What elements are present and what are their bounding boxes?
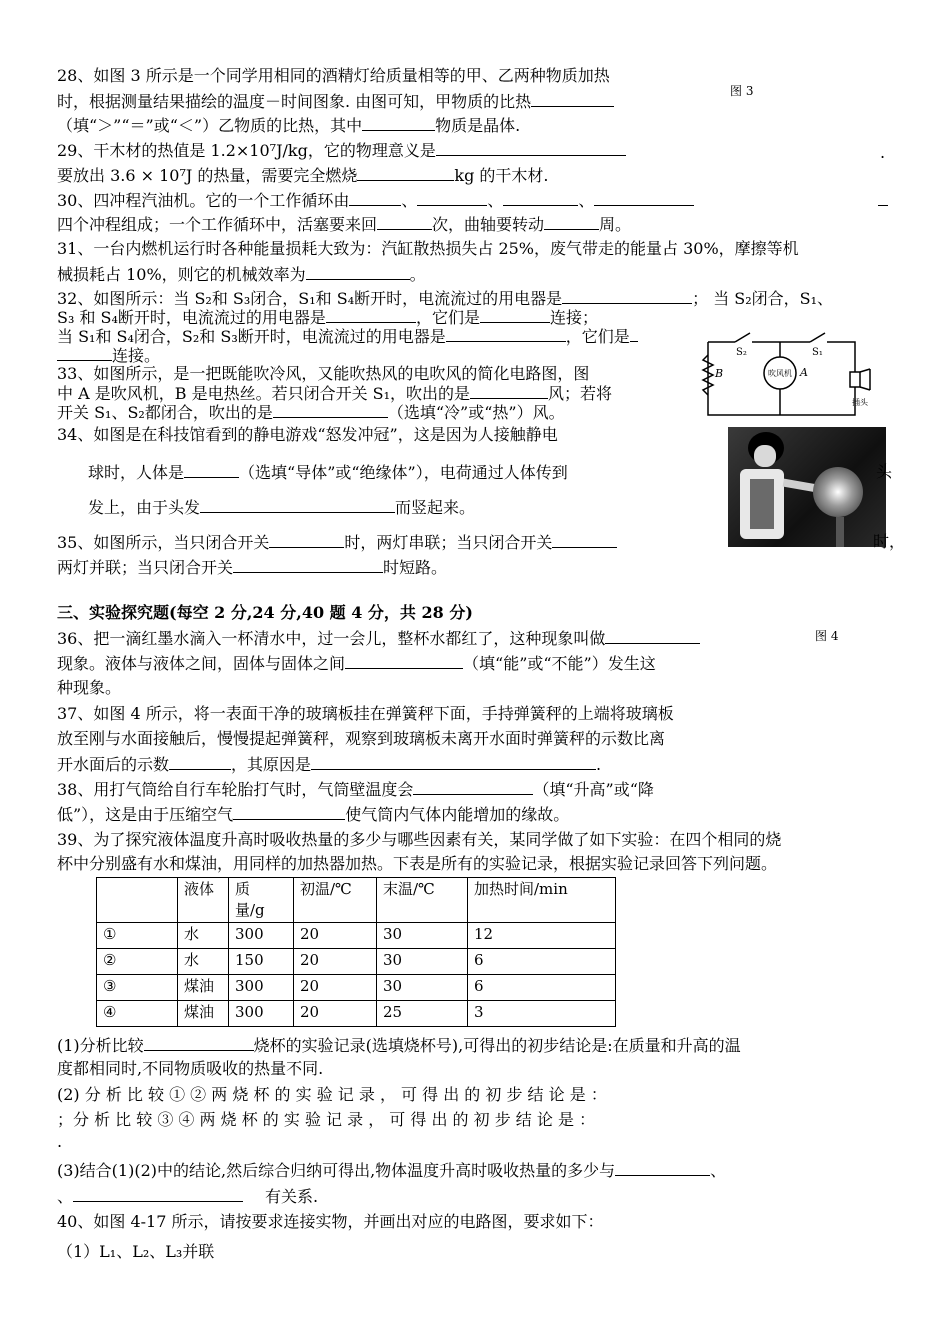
hair-dryer-circuit-diagram <box>700 327 885 422</box>
q30-blank5[interactable] <box>377 213 432 230</box>
q29-text2b: kg 的干木材. <box>454 166 549 185</box>
q33-text2a: 中 A 是吹风机，B 是电热丝。若只闭合开关 S₁，吹出的是 <box>57 384 471 403</box>
q34-text2c: 头 <box>876 462 893 481</box>
table-cell: ① <box>97 923 178 949</box>
q35-blank1[interactable] <box>269 531 344 548</box>
q28-line2 <box>57 90 614 113</box>
q28-line3 <box>57 114 520 137</box>
q36-blank1[interactable] <box>605 627 700 644</box>
q38-text1b: （填“升高”或“降 <box>533 780 654 799</box>
q31-blank1[interactable] <box>306 263 410 280</box>
q28-text3b: 物质是晶体. <box>435 116 521 135</box>
q39-line1 <box>57 829 781 851</box>
q30-line1 <box>57 189 694 212</box>
q31-line1 <box>57 238 799 260</box>
table-header-cell <box>229 878 294 923</box>
header-mass-line1: 质 <box>235 880 251 898</box>
q35-text1c: 时， <box>873 532 906 551</box>
table-cell: 水 <box>178 949 229 975</box>
q39-part3-line1 <box>57 1159 726 1182</box>
q39-p3c: 、 <box>57 1187 74 1206</box>
q35-line1 <box>57 531 617 554</box>
q34-text1: 34、如图是在科技馆看到的静电游戏“怒发冲冠”，这是因为人接触静电 <box>57 425 558 444</box>
q32-blank6[interactable] <box>57 344 112 361</box>
q32-text1b: ； 当 S₂闭合，S₁、 <box>692 289 834 308</box>
table-header-row <box>97 878 616 923</box>
table-cell: 20 <box>294 923 377 949</box>
table-cell: 300 <box>229 923 294 949</box>
table-cell: 150 <box>229 949 294 975</box>
q34-text2b: （选填“导体”或“绝缘体”），电荷通过人体传到 <box>239 463 568 482</box>
q33-line3 <box>57 401 565 424</box>
q32-blank5[interactable] <box>630 325 638 342</box>
q32-text1a: 32、如图所示：当 S₂和 S₃闭合，S₁和 S₄断开时，电流流过的用电器是 <box>57 289 563 308</box>
q31-text1: 31、一台内燃机运行时各种能量损耗大致为：汽缸散热损失占 25%，废气带走的能量占 30%，摩擦等机 <box>57 239 799 258</box>
q29-text1: 29、干木材的热值是 1.2×10⁷J/kg，它的物理意义是 <box>57 141 436 160</box>
q30-sep1: 、 <box>401 191 418 210</box>
q30-blank1[interactable] <box>349 189 401 206</box>
q30-text1: 30、四冲程汽油机。它的一个工作循环由 <box>57 191 350 210</box>
q37-line1 <box>57 703 674 725</box>
q34-blank1[interactable] <box>184 461 239 478</box>
q38-text2b: 使气筒内气体内能增加的缘故。 <box>345 805 570 824</box>
q28-blank1[interactable] <box>531 90 614 107</box>
q40-line1 <box>57 1211 603 1233</box>
q34-text2a: 球时，人体是 <box>88 463 185 482</box>
q39-p3b: 、 <box>710 1161 727 1180</box>
q37-text2: 放至刚与水面接触后，慢慢提起弹簧秤，观察到玻璃板未离开水面时弹簧秤的示数比离 <box>57 729 666 748</box>
q32-text2b: ，它们是 <box>415 308 480 327</box>
q35-text1a: 35、如图所示，当只闭合开关 <box>57 533 270 552</box>
q38-blank1[interactable] <box>413 778 533 795</box>
q34-line1 <box>57 424 558 446</box>
q39-p1c: 度都相同时,不同物质吸收的热量不同. <box>57 1059 324 1078</box>
q29-line1 <box>57 139 626 162</box>
q37-blank1[interactable] <box>169 753 231 770</box>
q32-blank1[interactable] <box>562 287 692 304</box>
q30-text2c: 周。 <box>599 215 632 234</box>
q32-blank4[interactable] <box>446 325 566 342</box>
q28-blank2[interactable] <box>362 114 435 131</box>
table-row <box>97 949 616 975</box>
q33-blank1[interactable] <box>470 382 548 399</box>
q39-blank1[interactable] <box>144 1034 254 1051</box>
table-row <box>97 1001 616 1027</box>
q29-text2a: 要放出 3.6 × 10⁷J 的热量，需要完全燃烧 <box>57 166 358 185</box>
table-row <box>97 975 616 1001</box>
q35-text2b: 时短路。 <box>383 558 448 577</box>
q34-blank2[interactable] <box>200 496 395 513</box>
q39-part2-line2 <box>57 1109 595 1131</box>
q30-sep3: 、 <box>578 191 595 210</box>
q32-text2a: S₃ 和 S₄断开时，电流流过的用电器是 <box>57 308 326 327</box>
heater-b-label: B <box>715 367 724 380</box>
q33-text2b: 风；若将 <box>548 384 613 403</box>
q39-text1: 39、为了探究液体温度升高时吸收热量的多少与哪些因素有关，某同学做了如下实验：在四个相同的烧 <box>57 830 782 849</box>
q37-line3 <box>57 753 601 776</box>
q35-blank3[interactable] <box>233 556 383 573</box>
q34-line3 <box>88 496 475 519</box>
q32-text2c: 连接； <box>549 308 598 327</box>
q39-p3a: (3)结合(1)(2)中的结论,然后综合归纳可得出,物体温度升高时吸收热量的多少与 <box>57 1161 616 1180</box>
q39-p1b: 烧杯的实验记录(选填烧杯号),可得出的初步结论是:在质量和升高的温 <box>253 1036 741 1055</box>
q38-line2 <box>57 803 569 826</box>
figure-3-label: 图 3 <box>730 84 754 98</box>
q28-text2: 时，根据测量结果描绘的温度－时间图象. 由图可知，甲物质的比热 <box>57 92 532 111</box>
q32-blank2[interactable] <box>326 306 416 323</box>
q36-text1: 36、把一滴红墨水滴入一杯清水中，过一会儿，整杯水都红了，这种现象叫做 <box>57 629 606 648</box>
q36-line3 <box>57 677 121 699</box>
q40-text1: 40、如图 4-17 所示，请按要求连接实物，并画出对应的电路图，要求如下： <box>57 1212 604 1231</box>
q36-line2 <box>57 652 656 675</box>
q36-blank2[interactable] <box>345 652 463 669</box>
q30-line2 <box>57 213 631 236</box>
static-electricity-photo <box>728 427 886 547</box>
q32-text3b: ，它们是 <box>565 327 630 346</box>
plug-label: 插头 <box>852 398 868 407</box>
q28-text3a: （填“＞”“＝”或“＜”）乙物质的比热，其中 <box>57 116 363 135</box>
table-cell: ④ <box>97 1001 178 1027</box>
table-cell: 煤油 <box>178 1001 229 1027</box>
q31-line2 <box>57 263 426 286</box>
motor-label: 吹风机 <box>768 369 792 378</box>
q37-text3a: 开水面后的示数 <box>57 755 170 774</box>
q35-line2 <box>57 556 447 579</box>
section-3-title: 三、实验探究题(每空 2 分,24 分,40 题 4 分，共 28 分) <box>57 603 473 622</box>
q39-p3d: 有关系. <box>265 1187 319 1206</box>
table-cell: 25 <box>377 1001 468 1027</box>
q39-p2b: ；分 析 比 较 ③ ④ 两 烧 杯 的 实 验 记 录 ， 可 得 出 的 初 步 结 论 是 ： <box>57 1110 596 1129</box>
q30-trail-line <box>878 205 888 206</box>
switch-s2-label: S₂ <box>736 347 747 358</box>
q38-text2a: 低”），这是由于压缩空气 <box>57 805 234 824</box>
q39-part2-line3 <box>57 1131 62 1153</box>
q34-text3a: 发上，由于头发 <box>88 498 201 517</box>
table-header-cell: 液体 <box>178 878 229 923</box>
q39-blank3[interactable] <box>73 1185 243 1202</box>
q39-p2a: (2) 分 析 比 较 ① ② 两 烧 杯 的 实 验 记 录 ， 可 得 出 的 初 步 结 论 是 ： <box>57 1085 607 1104</box>
q36-text2a: 现象。液体与液体之间，固体与固体之间 <box>57 654 346 673</box>
q39-part1-line1 <box>57 1034 741 1057</box>
table-cell: 300 <box>229 1001 294 1027</box>
table-cell: 6 <box>468 949 616 975</box>
table-cell: ② <box>97 949 178 975</box>
q30-blank4[interactable] <box>594 189 694 206</box>
q31-text2a: 械损耗占 10%，则它的机械效率为 <box>57 265 306 284</box>
motor-a-label: A <box>800 366 808 379</box>
q29-period: . <box>880 143 886 162</box>
table-cell: 20 <box>294 1001 377 1027</box>
q39-line2 <box>57 853 777 875</box>
q39-blank2[interactable] <box>615 1159 710 1176</box>
q32-text3a: 当 S₁和 S₄闭合，S₂和 S₃断开时，电流流过的用电器是 <box>57 327 446 346</box>
q37-text3b: ，其原因是 <box>231 755 312 774</box>
header-mass-line2: 量/g <box>235 901 265 919</box>
q34-line2 <box>88 461 568 484</box>
figure-4-label: 图 4 <box>815 629 839 643</box>
q34-text3b: 而竖起来。 <box>395 498 476 517</box>
q32-blank3[interactable] <box>480 306 550 323</box>
q36-text3: 种现象。 <box>57 678 122 697</box>
table-cell: 12 <box>468 923 616 949</box>
table-row <box>97 923 616 949</box>
q40-line2 <box>57 1241 214 1263</box>
q35-text1b: 时，两灯串联；当只闭合开关 <box>344 533 553 552</box>
experiment-record-table <box>96 877 616 1027</box>
q39-part2-line1 <box>57 1084 607 1106</box>
q38-text1a: 38、用打气筒给自行车轮胎打气时，气筒壁温度会 <box>57 780 414 799</box>
q29-blank1[interactable] <box>436 139 626 156</box>
q39-p1a: (1)分析比较 <box>57 1036 144 1055</box>
switch-s1-label: S₁ <box>812 347 823 358</box>
q33-text3b: （选填“冷”或“热”）风。 <box>387 403 565 422</box>
q30-sep2: 、 <box>487 191 504 210</box>
q38-blank2[interactable] <box>233 803 345 820</box>
q33-text3a: 开关 S₁、S₂都闭合，吹出的是 <box>57 403 273 422</box>
q30-text2a: 四个冲程组成；一个工作循环中，活塞要来回 <box>57 215 378 234</box>
q39-text2: 杯中分别盛有水和煤油，用同样的加热器加热。下表是所有的实验记录，根据实验记录回答下列问题。 <box>57 854 778 873</box>
table-cell: 6 <box>468 975 616 1001</box>
table-cell: 20 <box>294 949 377 975</box>
table-cell: 3 <box>468 1001 616 1027</box>
q37-text1: 37、如图 4 所示，将一表面干净的玻璃板挂在弹簧秤下面，手持弹簧秤的上端将玻璃板 <box>57 704 674 723</box>
table-header-cell: 加热时间/min <box>468 878 616 923</box>
q37-blank2[interactable] <box>311 753 596 770</box>
table-cell: 30 <box>377 949 468 975</box>
q38-line1 <box>57 778 654 801</box>
q33-blank2[interactable] <box>273 401 388 418</box>
table-cell: ③ <box>97 975 178 1001</box>
q28-text1: 28、如图 3 所示是一个同学用相同的酒精灯给质量相等的甲、乙两种物质加热 <box>57 66 610 85</box>
q37-line2 <box>57 728 665 750</box>
q28-line1 <box>57 65 610 87</box>
table-cell: 30 <box>377 923 468 949</box>
table-header-cell: 末温/℃ <box>377 878 468 923</box>
q39-p2c: . <box>57 1132 63 1151</box>
q31-text2b: 。 <box>409 265 426 284</box>
q35-blank2[interactable] <box>552 531 617 548</box>
q37-text3c: . <box>596 755 602 774</box>
table-cell: 20 <box>294 975 377 1001</box>
table-cell: 30 <box>377 975 468 1001</box>
q30-blank6[interactable] <box>544 213 599 230</box>
table-header-cell: 初温/℃ <box>294 878 377 923</box>
q30-blank2[interactable] <box>417 189 487 206</box>
q36-text2b: （填“能”或“不能”）发生这 <box>463 654 656 673</box>
table-cell: 煤油 <box>178 975 229 1001</box>
q39-part1-line2 <box>57 1058 323 1080</box>
table-cell: 300 <box>229 975 294 1001</box>
q36-line1 <box>57 627 700 650</box>
q30-text2b: 次，曲轴要转动 <box>432 215 545 234</box>
q35-text2a: 两灯并联；当只闭合开关 <box>57 558 234 577</box>
q40-text2: （1）L₁、L₂、L₃并联 <box>57 1242 215 1261</box>
q32-text4: 连接。 <box>112 346 161 365</box>
q29-blank2[interactable] <box>357 164 454 181</box>
table-cell: 水 <box>178 923 229 949</box>
table-header-cell <box>97 878 178 923</box>
q29-line2 <box>57 164 549 187</box>
q30-blank3[interactable] <box>503 189 578 206</box>
q39-part3-line2 <box>57 1185 318 1208</box>
q33-text1: 33、如图所示，是一把既能吹冷风，又能吹热风的电吹风的简化电路图，图 <box>57 364 590 383</box>
